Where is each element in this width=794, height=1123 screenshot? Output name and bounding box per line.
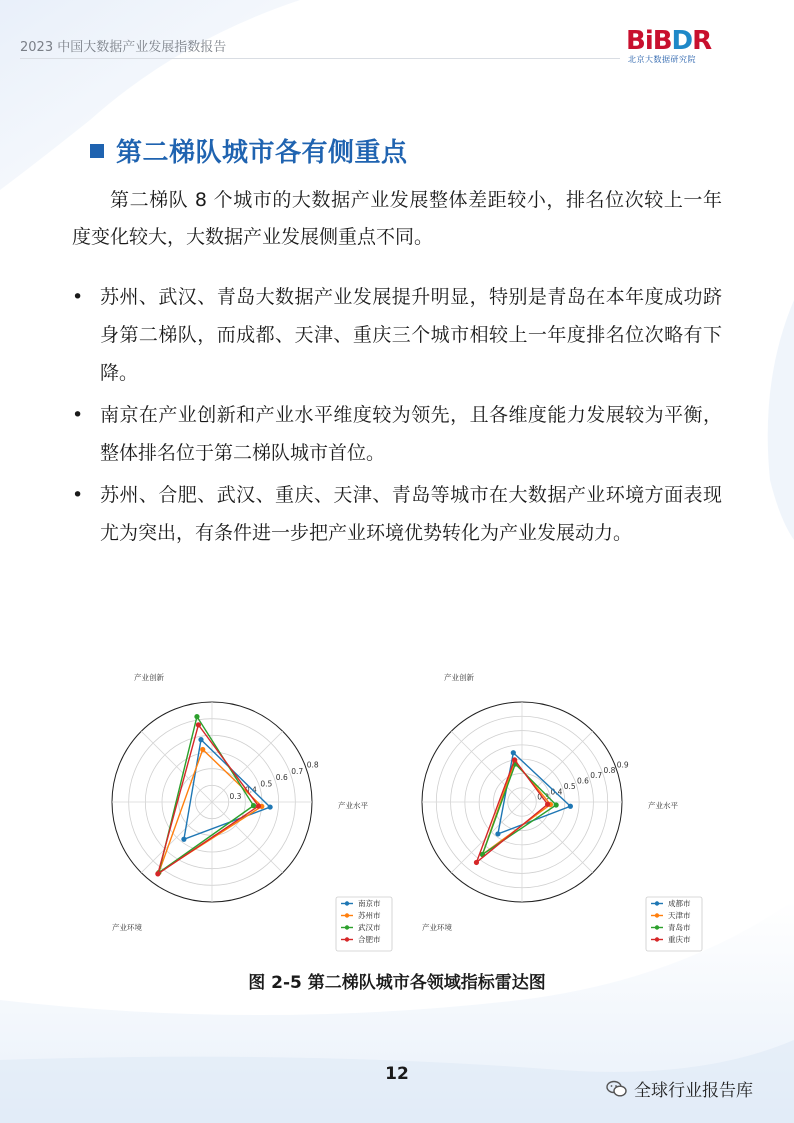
bullet-dot-icon: • xyxy=(72,404,84,426)
tick-label: 0.5 xyxy=(563,781,576,791)
header-divider xyxy=(20,58,620,59)
tick-label: 0.9 xyxy=(616,760,629,770)
legend-marker xyxy=(655,925,659,929)
watermark-text: 全球行业报告库 xyxy=(634,1081,753,1101)
radar-chart-right xyxy=(410,665,710,955)
tick-label: 0.4 xyxy=(550,787,563,797)
tick-label: 0.6 xyxy=(275,773,288,783)
bullet-item xyxy=(72,278,722,392)
bullet-text: 苏州、合肥、武汉、重庆、天津、青岛等城市在大数据产业环境方面表现尤为突出，有条件进一步把产业环境优势转化为产业发展动力。 xyxy=(100,484,722,544)
wechat-icon xyxy=(606,1080,628,1098)
tick-label: 0.3 xyxy=(229,791,242,801)
grid-spoke xyxy=(451,802,522,873)
data-point xyxy=(545,802,550,807)
figure-caption: 图 2-5 第二梯队城市各领域指标雷达图 xyxy=(248,973,546,993)
section-heading xyxy=(90,132,408,169)
bullet-text: 苏州、武汉、青岛大数据产业发展提升明显，特别是青岛在本年度成功跻身第二梯队，而成都、天津、重庆三个城市相较上一年度排名位次略有下降。 xyxy=(100,286,722,384)
bullet-dot-icon: • xyxy=(72,286,84,308)
radar-chart-left xyxy=(100,665,400,955)
grid-spoke xyxy=(522,802,593,873)
tick-label: 0.8 xyxy=(306,760,319,770)
data-point xyxy=(196,722,201,727)
header-title: 2023 中国大数据产业发展指数报告 xyxy=(20,40,227,55)
legend-marker xyxy=(655,901,659,905)
bullet-item xyxy=(72,396,722,472)
data-point xyxy=(155,871,160,876)
axis-label: 产业创新 xyxy=(444,673,474,682)
data-point xyxy=(511,750,516,755)
section-title: 第二梯队城市各有侧重点 xyxy=(116,138,408,168)
legend-label: 天津市 xyxy=(668,911,691,920)
bullet-dot-icon: • xyxy=(72,484,84,506)
legend-label: 苏州市 xyxy=(358,911,381,920)
data-point xyxy=(194,714,199,719)
axis-label: 产业环境 xyxy=(422,923,452,932)
data-point xyxy=(181,837,186,842)
data-point xyxy=(256,803,261,808)
logo xyxy=(626,28,758,64)
data-point xyxy=(200,747,205,752)
axis-label: 产业环境 xyxy=(112,923,142,932)
legend-label: 重庆市 xyxy=(668,935,691,944)
legend-label: 青岛市 xyxy=(668,923,691,932)
tick-label: 0.7 xyxy=(291,766,304,776)
tick-label: 0.5 xyxy=(260,779,273,789)
bullet-list xyxy=(72,278,722,556)
grid-spoke xyxy=(141,802,212,873)
axis-label: 产业水平 xyxy=(648,801,678,810)
legend-marker xyxy=(345,937,349,941)
data-point xyxy=(268,804,273,809)
tick-label: 0.4 xyxy=(244,785,257,795)
legend-marker xyxy=(345,901,349,905)
legend-marker xyxy=(345,913,349,917)
legend-label: 武汉市 xyxy=(358,923,381,932)
tick-label: 0.3 xyxy=(537,792,550,802)
logo-text: BiBDR xyxy=(626,26,712,56)
page-number: 12 xyxy=(385,1064,409,1084)
data-point xyxy=(495,831,500,836)
square-bullet-icon xyxy=(90,144,104,158)
legend-label: 成都市 xyxy=(668,899,691,908)
logo-subtitle: 北京大数据研究院 xyxy=(628,55,696,64)
tick-label: 0.8 xyxy=(603,765,616,775)
tick-label: 0.6 xyxy=(576,776,589,786)
axis-label: 产业水平 xyxy=(338,801,368,810)
watermark xyxy=(606,1076,753,1101)
axis-label: 产业创新 xyxy=(134,673,164,682)
legend-marker xyxy=(655,937,659,941)
data-point xyxy=(512,757,517,762)
data-point xyxy=(474,860,479,865)
legend-label: 合肥市 xyxy=(358,935,381,944)
data-point xyxy=(568,804,573,809)
bullet-text: 南京在产业创新和产业水平维度较为领先，且各维度能力发展较为平衡，整体排名位于第二梯队城市首位。 xyxy=(100,404,722,464)
intro-paragraph: 第二梯队 8 个城市的大数据产业发展整体差距较小，排名位次较上一年度变化较大，大数据产业发展侧重点不同。 xyxy=(72,189,722,248)
legend-label: 南京市 xyxy=(358,899,381,908)
tick-label: 0.7 xyxy=(590,771,603,781)
grid-spoke xyxy=(212,802,283,873)
legend-marker xyxy=(345,925,349,929)
data-point xyxy=(198,737,203,742)
bullet-item xyxy=(72,476,722,552)
legend-marker xyxy=(655,913,659,917)
data-point xyxy=(554,802,559,807)
